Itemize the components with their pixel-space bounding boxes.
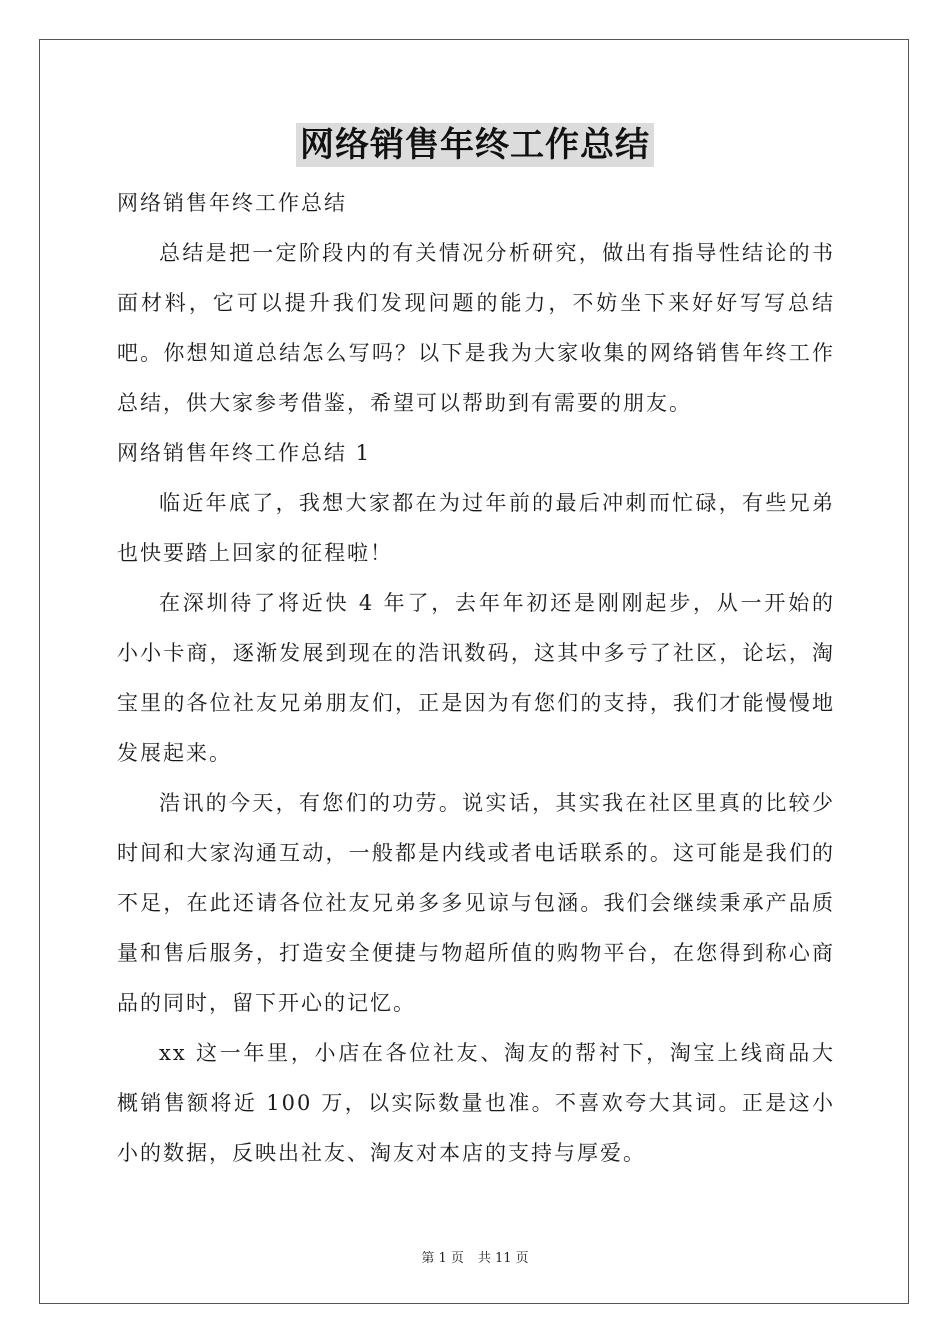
- page-footer: [0, 1247, 950, 1266]
- paragraph: 临近年底了，我想大家都在为过年前的最后冲刺而忙碌，有些兄弟也快要踏上回家的征程啦！: [117, 491, 835, 565]
- page-number: 第 1 页: [421, 1251, 464, 1266]
- document-title: 网络销售年终工作总结: [296, 123, 654, 167]
- title-container: [0, 123, 950, 167]
- document-body: [117, 178, 835, 1178]
- section-heading: 网络销售年终工作总结: [117, 191, 347, 215]
- paragraph: 浩讯的今天，有您们的功劳。说实话，其实我在社区里真的比较少时间和大家沟通互动，一般都是内线或者电话联系的。这可能是我们的不足，在此还请各位社友兄弟多多见谅与包涵。我们会继续秉承产品质量和售后服务，打造安全便捷与物超所值的购物平台，在您得到称心商品的同时，留下开心的记忆。: [117, 791, 835, 1015]
- section-heading: 网络销售年终工作总结 1: [117, 441, 372, 465]
- paragraph: 总结是把一定阶段内的有关情况分析研究，做出有指导性结论的书面材料，它可以提升我们发现问题的能力，不妨坐下来好好写写总结吧。你想知道总结怎么写吗？以下是我为大家收集的网络销售年终工作总结，供大家参考借鉴，希望可以帮助到有需要的朋友。: [117, 241, 835, 415]
- paragraph: 在深圳待了将近快 4 年了，去年年初还是刚刚起步，从一开始的小小卡商，逐渐发展到现在的浩讯数码，这其中多亏了社区，论坛，淘宝里的各位社友兄弟朋友们，正是因为有您们的支持，我们才能慢慢地发展起来。: [117, 591, 835, 765]
- paragraph: xx 这一年里，小店在各位社友、淘友的帮衬下，淘宝上线商品大概销售额将近 100 万，以实际数量也准。不喜欢夸大其词。正是这小小的数据，反映出社友、淘友对本店的支持与厚爱。: [117, 1041, 835, 1165]
- page-total: 共 11 页: [477, 1251, 529, 1266]
